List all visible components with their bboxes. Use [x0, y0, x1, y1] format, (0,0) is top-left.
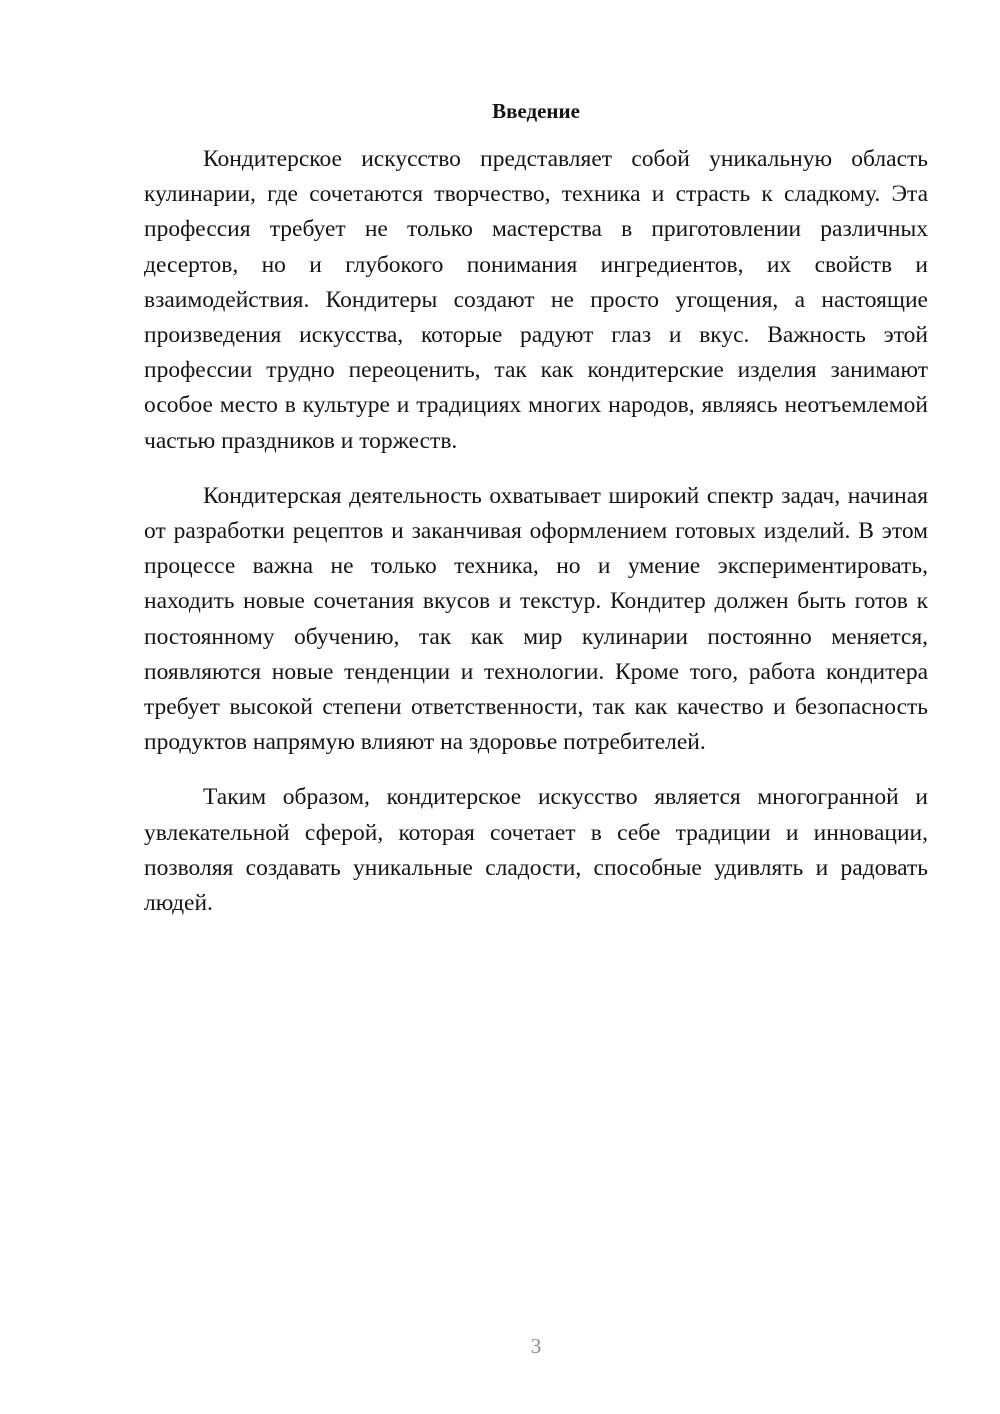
page-number: 3 [530, 1334, 542, 1358]
document-body [144, 142, 928, 941]
paragraph-2: Кондитерская деятельность охватывает широкий спектр задач, начиная от разработки рецептов и заканчивая оформлением готовых изделий. В этом процессе важна не только техника, но и умение экспериментировать, находить новые сочетания вкусов и текстур. Кондитер должен быть готов к постоянному обучению, так как мир кулинарии постоянно меняется, появляются новые тенденции и технологии. Кроме того, работа кондитера требует высокой степени ответственности, так как качество и безопасность продуктов напрямую влияют на здоровье потребителей. [144, 482, 928, 756]
paragraph-1: Кондитерское искусство представляет собой уникальную область кулинарии, где сочетаются творчество, техника и страсть к сладкому. Эта профессия требует не только мастерства в приготовлении различных десертов, но и глубокого понимания ингредиентов, их свойств и взаимодействия. Кондитеры создают не просто угощения, а настоящие произведения искусства, которые радуют глаз и вкус. Важность этой профессии трудно переоценить, так как кондитерские изделия занимают особое место в культуре и традициях многих народов, являясь неотъемлемой частью праздников и торжеств. [144, 146, 928, 454]
paragraph-3: Таким образом, кондитерское искусство является многогранной и увлекательной сферой, которая сочетает в себе традиции и инновации, позволяя создавать уникальные сладости, способные удивлять и радовать людей. [144, 784, 928, 917]
section-title: Введение [492, 99, 580, 123]
